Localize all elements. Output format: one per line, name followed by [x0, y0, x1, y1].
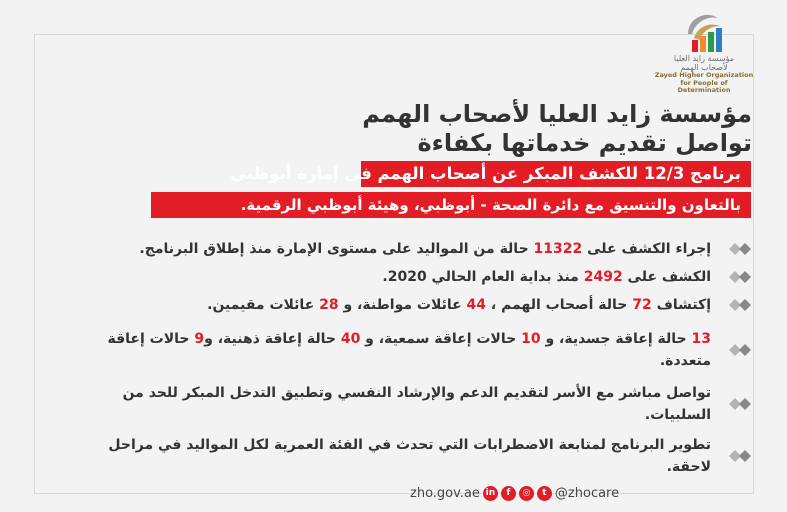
list-item — [63, 238, 753, 260]
text-segment: تطوير البرنامج لمتابعة الاضطرابات التي تحدث في الفئة العمرية لكل المواليد في مراحل لاحقة. — [108, 437, 711, 475]
partners-banner: بالتعاون والتنسيق مع دائرة الصحة - أبوظبي، وهيئة أبوظبي الرقمية. — [151, 192, 751, 218]
text-segment: حالة إعاقة ذهنية، و — [204, 331, 341, 347]
text-segment: حالات إعاقة متعددة. — [107, 331, 711, 369]
logo-emblem-icon — [680, 8, 728, 54]
bullet-icon — [728, 448, 753, 464]
headline-line-2: تواصل تقديم خدماتها بكفاءة — [417, 129, 752, 157]
headline — [282, 100, 752, 158]
text-segment: عائلات مقيمين. — [207, 297, 320, 313]
list-item — [63, 328, 753, 372]
list-item — [63, 434, 753, 478]
list-item-text — [71, 238, 711, 260]
social-handle[interactable]: @zhocare — [554, 485, 620, 501]
organization-logo — [654, 8, 754, 103]
instagram-icon[interactable]: ◎ — [519, 486, 534, 501]
text-segment: إكتشاف — [651, 297, 711, 313]
text-segment: حالة من المواليد على مستوى الإمارة منذ إطلاق البرنامج. — [139, 241, 534, 257]
stat-number: 72 — [632, 297, 652, 313]
text-segment: تواصل مباشر مع الأسر لتقديم الدعم والإرشاد النفسي وتطبيق التدخل المبكر للحد من السلبيات. — [122, 385, 711, 423]
program-banner: برنامج 12/3 للكشف المبكر عن أصحاب الهمم في إمارة أبوظبي — [361, 161, 751, 187]
logo-name-en-1: Zayed Higher Organization — [654, 71, 754, 79]
text-segment: حالات إعاقة سمعية، و — [360, 331, 522, 347]
list-item — [63, 266, 753, 288]
text-segment: الكشف على — [622, 269, 711, 285]
logo-name-en-2: for People of Determination — [677, 78, 731, 94]
bullet-icon — [728, 396, 753, 412]
logo-name-ar-2: لأصحاب الهمم — [680, 63, 728, 72]
bullet-icon — [728, 269, 753, 285]
facebook-icon[interactable]: f — [501, 486, 516, 501]
logo-name-ar-1: مؤسسة زايد العليا — [673, 54, 735, 63]
list-item — [63, 294, 753, 316]
text-segment: حالة أصحاب الهمم ، — [486, 297, 633, 313]
list-item-text — [71, 266, 711, 288]
website-link[interactable]: zho.gov.ae — [410, 485, 480, 501]
bullet-icon — [728, 342, 753, 358]
list-item-text — [71, 382, 711, 426]
list-item-text — [71, 434, 711, 478]
list-item-text — [71, 294, 711, 316]
stat-number: 28 — [319, 297, 339, 313]
text-segment: عائلات مواطنة، و — [338, 297, 467, 313]
stat-number: 10 — [521, 331, 541, 347]
text-segment: إجراء الكشف على — [582, 241, 711, 257]
stat-number: 40 — [340, 331, 361, 347]
list-item — [63, 382, 753, 426]
stat-number: 9 — [194, 331, 205, 347]
headline-line-1: مؤسسة زايد العليا لأصحاب الهمم — [362, 100, 752, 128]
footer — [410, 484, 619, 502]
text-segment: منذ بداية العام الحالي 2020. — [382, 269, 584, 285]
linkedin-icon[interactable]: in — [483, 486, 498, 501]
stat-number: 44 — [466, 297, 487, 313]
stat-number: 13 — [691, 331, 711, 347]
twitter-icon[interactable]: t — [537, 486, 552, 501]
list-item-text — [71, 328, 711, 372]
bullet-icon — [728, 241, 753, 257]
stat-number: 11322 — [533, 241, 583, 257]
bullet-icon — [728, 297, 753, 313]
text-segment: حالة إعاقة جسدية، و — [540, 331, 692, 347]
stat-number: 2492 — [583, 269, 623, 285]
